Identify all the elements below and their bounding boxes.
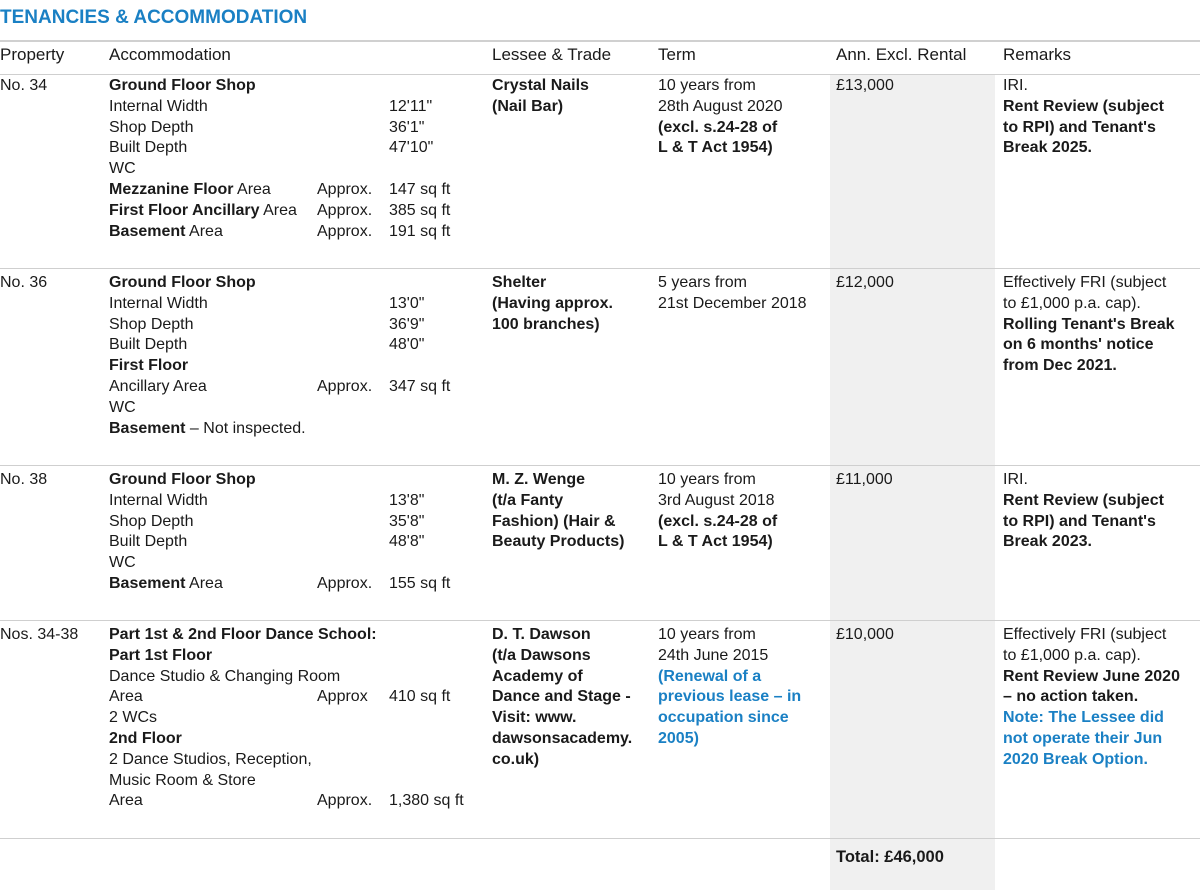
accommodation-cell — [109, 470, 489, 595]
accommodation-label: Internal Width — [109, 294, 208, 312]
measurement-value: 385 sq ft — [389, 201, 451, 219]
remarks-line: to RPI) and Tenant's — [1003, 118, 1156, 136]
accommodation-label: Built Depth — [109, 533, 188, 551]
accommodation-line — [109, 532, 489, 553]
accommodation-line — [109, 294, 489, 315]
remarks-line: Break 2023. — [1003, 533, 1092, 551]
lessee-line: Shelter — [492, 274, 547, 291]
remarks-line: Rent Review (subject — [1003, 491, 1164, 509]
accommodation-label: Area — [109, 792, 143, 810]
lessee-line: Dance and Stage - — [492, 688, 631, 706]
lessee-line: D. T. Dawson — [492, 626, 591, 643]
measurement-value: 13'0" — [389, 294, 425, 312]
measurement-value: 12'11" — [389, 97, 433, 115]
accommodation-label: Shop Depth — [109, 118, 194, 136]
accommodation-line — [109, 574, 489, 595]
accommodation-label — [109, 419, 306, 440]
lessee-cell — [492, 76, 589, 118]
rental-cell: £13,000 — [836, 77, 894, 94]
accommodation-cell — [109, 273, 489, 439]
accommodation-line — [109, 750, 489, 771]
accommodation-line — [109, 180, 489, 201]
term-line: 10 years from — [658, 471, 756, 488]
property-cell: Nos. 34-38 — [0, 626, 79, 643]
measurement-value: 347 sq ft — [389, 377, 451, 395]
remarks-line: to £1,000 p.a. cap). — [1003, 646, 1141, 664]
accommodation-label: WC — [109, 160, 136, 178]
accommodation-line — [109, 667, 489, 688]
lessee-line: Beauty Products) — [492, 533, 625, 551]
term-cell — [658, 625, 801, 750]
accommodation-label: Ancillary Area — [109, 377, 207, 395]
term-cell — [658, 76, 783, 159]
term-line: 3rd August 2018 — [658, 491, 775, 509]
accommodation-label: Ground Floor Shop — [109, 471, 256, 488]
measurement-value: 13'8" — [389, 491, 425, 509]
accommodation-label-bold: Mezzanine Floor — [109, 180, 234, 198]
remarks-line: Note: The Lessee did — [1003, 709, 1164, 727]
remarks-line: IRI. — [1003, 77, 1028, 94]
measurement-value: 1,380 sq ft — [389, 792, 464, 810]
remarks-cell — [1003, 470, 1164, 553]
lessee-line: (Having approx. — [492, 294, 613, 312]
lessee-line: dawsonsacademy. — [492, 729, 633, 747]
remarks-line: to RPI) and Tenant's — [1003, 512, 1156, 530]
approx-label: Approx. — [317, 792, 373, 810]
term-line: 10 years from — [658, 77, 756, 94]
property-cell: No. 34 — [0, 77, 48, 94]
remarks-line: Rolling Tenant's Break — [1003, 315, 1175, 333]
accommodation-line — [109, 97, 489, 118]
accommodation-label-rest: Area — [259, 201, 297, 219]
lessee-line: Academy of — [492, 667, 583, 685]
remarks-line: on 6 months' notice — [1003, 336, 1154, 354]
accommodation-line — [109, 138, 489, 159]
accommodation-line — [109, 118, 489, 139]
term-line: 10 years from — [658, 626, 756, 643]
accommodation-line — [109, 729, 489, 750]
accommodation-line — [109, 708, 489, 729]
accommodation-label-rest: – Not inspected. — [185, 419, 306, 437]
approx-label: Approx. — [317, 222, 373, 240]
accommodation-label: Ground Floor Shop — [109, 77, 256, 94]
accommodation-label-rest: Area — [185, 574, 223, 592]
lessee-line: (Nail Bar) — [492, 97, 564, 115]
accommodation-line — [109, 377, 489, 398]
header-lessee: Lessee & Trade — [492, 45, 612, 64]
lessee-line: M. Z. Wenge — [492, 471, 586, 488]
measurement-value: 35'8" — [389, 512, 425, 530]
accommodation-label: 2 Dance Studios, Reception, — [109, 750, 312, 768]
header-term: Term — [658, 45, 696, 64]
accommodation-line — [109, 625, 489, 646]
accommodation-label: Dance Studio & Changing Room — [109, 667, 341, 685]
measurement-value: 47'10" — [389, 139, 434, 157]
term-line: occupation since — [658, 709, 789, 727]
accommodation-label: First Floor — [109, 357, 189, 375]
measurement-value: 48'8" — [389, 533, 425, 551]
remarks-line: to £1,000 p.a. cap). — [1003, 294, 1141, 312]
term-line: 28th August 2020 — [658, 97, 783, 115]
accommodation-label: 2nd Floor — [109, 729, 182, 747]
header-rental: Ann. Excl. Rental — [836, 45, 967, 64]
lessee-line: Fashion) (Hair & — [492, 512, 616, 530]
accommodation-label: 2 WCs — [109, 709, 157, 727]
lessee-line: co.uk) — [492, 750, 540, 768]
term-line: L & T Act 1954) — [658, 139, 773, 157]
accommodation-label: Internal Width — [109, 491, 208, 509]
remarks-line: not operate their Jun — [1003, 729, 1163, 747]
property-cell: No. 36 — [0, 274, 48, 291]
remarks-cell — [1003, 76, 1164, 159]
accommodation-label: Part 1st Floor — [109, 646, 213, 664]
accommodation-line — [109, 791, 489, 812]
term-line: 5 years from — [658, 274, 747, 291]
remarks-cell — [1003, 625, 1180, 771]
title-divider — [0, 40, 1200, 42]
row-divider-2 — [0, 465, 1200, 466]
accommodation-label — [109, 222, 223, 243]
accommodation-label-bold: First Floor Ancillary — [109, 201, 260, 219]
lessee-cell — [492, 470, 624, 553]
remarks-line: – no action taken. — [1003, 688, 1139, 706]
accommodation-label: Shop Depth — [109, 512, 194, 530]
lessee-line: (t/a Fanty — [492, 491, 564, 509]
accommodation-line — [109, 553, 489, 574]
accommodation-line — [109, 470, 489, 491]
accommodation-line — [109, 491, 489, 512]
rental-cell: £10,000 — [836, 626, 894, 643]
accommodation-cell — [109, 76, 489, 242]
lessee-line: Visit: www. — [492, 709, 577, 727]
remarks-line: IRI. — [1003, 471, 1028, 488]
accommodation-label-rest: Area — [185, 222, 223, 240]
term-line: (excl. s.24-28 of — [658, 512, 778, 530]
measurement-value: 155 sq ft — [389, 574, 451, 592]
accommodation-line — [109, 201, 489, 222]
lessee-line: Crystal Nails — [492, 77, 589, 94]
accommodation-label: Built Depth — [109, 336, 188, 354]
measurement-value: 147 sq ft — [389, 180, 451, 198]
accommodation-line — [109, 771, 489, 792]
row-divider-3 — [0, 620, 1200, 621]
term-line: 21st December 2018 — [658, 294, 807, 312]
remarks-line: Rent Review June 2020 — [1003, 667, 1180, 685]
header-remarks: Remarks — [1003, 45, 1072, 64]
measurement-value: 191 sq ft — [389, 222, 451, 240]
header-divider — [0, 74, 1200, 75]
property-cell: No. 38 — [0, 471, 48, 488]
accommodation-label: Ground Floor Shop — [109, 274, 256, 291]
term-cell — [658, 470, 777, 553]
accommodation-line — [109, 356, 489, 377]
accommodation-label: Music Room & Store — [109, 771, 256, 789]
header-accommodation: Accommodation — [109, 45, 231, 64]
term-line: (excl. s.24-28 of — [658, 118, 778, 136]
term-cell — [658, 273, 807, 315]
accommodation-line — [109, 646, 489, 667]
page-title: TENANCIES & ACCOMMODATION — [0, 7, 308, 28]
measurement-value: 36'1" — [389, 118, 425, 136]
accommodation-line — [109, 159, 489, 180]
measurement-value: 36'9" — [389, 315, 425, 333]
accommodation-line — [109, 687, 489, 708]
accommodation-label — [109, 574, 223, 595]
accommodation-line — [109, 398, 489, 419]
header-property: Property — [0, 45, 65, 64]
approx-label: Approx. — [317, 574, 373, 592]
rental-cell: £11,000 — [836, 471, 893, 488]
accommodation-line — [109, 315, 489, 336]
table-bottom-divider — [0, 838, 1200, 839]
approx-label: Approx. — [317, 377, 373, 395]
accommodation-label: Area — [109, 688, 143, 706]
measurement-value: 410 sq ft — [389, 688, 451, 706]
accommodation-line — [109, 512, 489, 533]
accommodation-label-bold: Basement — [109, 574, 186, 592]
accommodation-label — [109, 180, 271, 201]
lessee-line: (t/a Dawsons — [492, 646, 591, 664]
remarks-line: Break 2025. — [1003, 139, 1092, 157]
remarks-line: Rent Review (subject — [1003, 97, 1164, 115]
remarks-cell — [1003, 273, 1175, 377]
measurement-value: 48'0" — [389, 336, 425, 354]
accommodation-label: WC — [109, 554, 136, 572]
accommodation-label: Part 1st & 2nd Floor Dance School: — [109, 626, 377, 643]
term-line: (Renewal of a — [658, 667, 762, 685]
accommodation-line — [109, 222, 489, 243]
remarks-line: from Dec 2021. — [1003, 357, 1117, 375]
remarks-line: Effectively FRI (subject — [1003, 274, 1167, 291]
row-divider-1 — [0, 268, 1200, 269]
accommodation-line — [109, 273, 489, 294]
lessee-cell — [492, 273, 613, 335]
lessee-line: 100 branches) — [492, 315, 600, 333]
accommodation-label-bold: Basement — [109, 419, 186, 437]
term-line: 24th June 2015 — [658, 646, 769, 664]
accommodation-label-rest: Area — [233, 180, 271, 198]
accommodation-line — [109, 419, 489, 440]
accommodation-line — [109, 335, 489, 356]
lessee-cell — [492, 625, 632, 771]
approx-label: Approx. — [317, 201, 373, 219]
remarks-line: Effectively FRI (subject — [1003, 626, 1167, 643]
term-line: 2005) — [658, 729, 699, 747]
term-line: L & T Act 1954) — [658, 533, 773, 551]
accommodation-line — [109, 76, 489, 97]
total-rental: Total: £46,000 — [836, 848, 944, 866]
accommodation-label: Internal Width — [109, 97, 208, 115]
accommodation-label-bold: Basement — [109, 222, 186, 240]
accommodation-label: WC — [109, 398, 136, 416]
rental-cell: £12,000 — [836, 274, 894, 291]
accommodation-cell — [109, 625, 489, 812]
term-line: previous lease – in — [658, 688, 802, 706]
approx-label: Approx — [317, 688, 368, 706]
approx-label: Approx. — [317, 180, 373, 198]
accommodation-label: Shop Depth — [109, 315, 194, 333]
accommodation-label — [109, 201, 297, 222]
remarks-line: 2020 Break Option. — [1003, 750, 1148, 768]
accommodation-label: Built Depth — [109, 139, 188, 157]
